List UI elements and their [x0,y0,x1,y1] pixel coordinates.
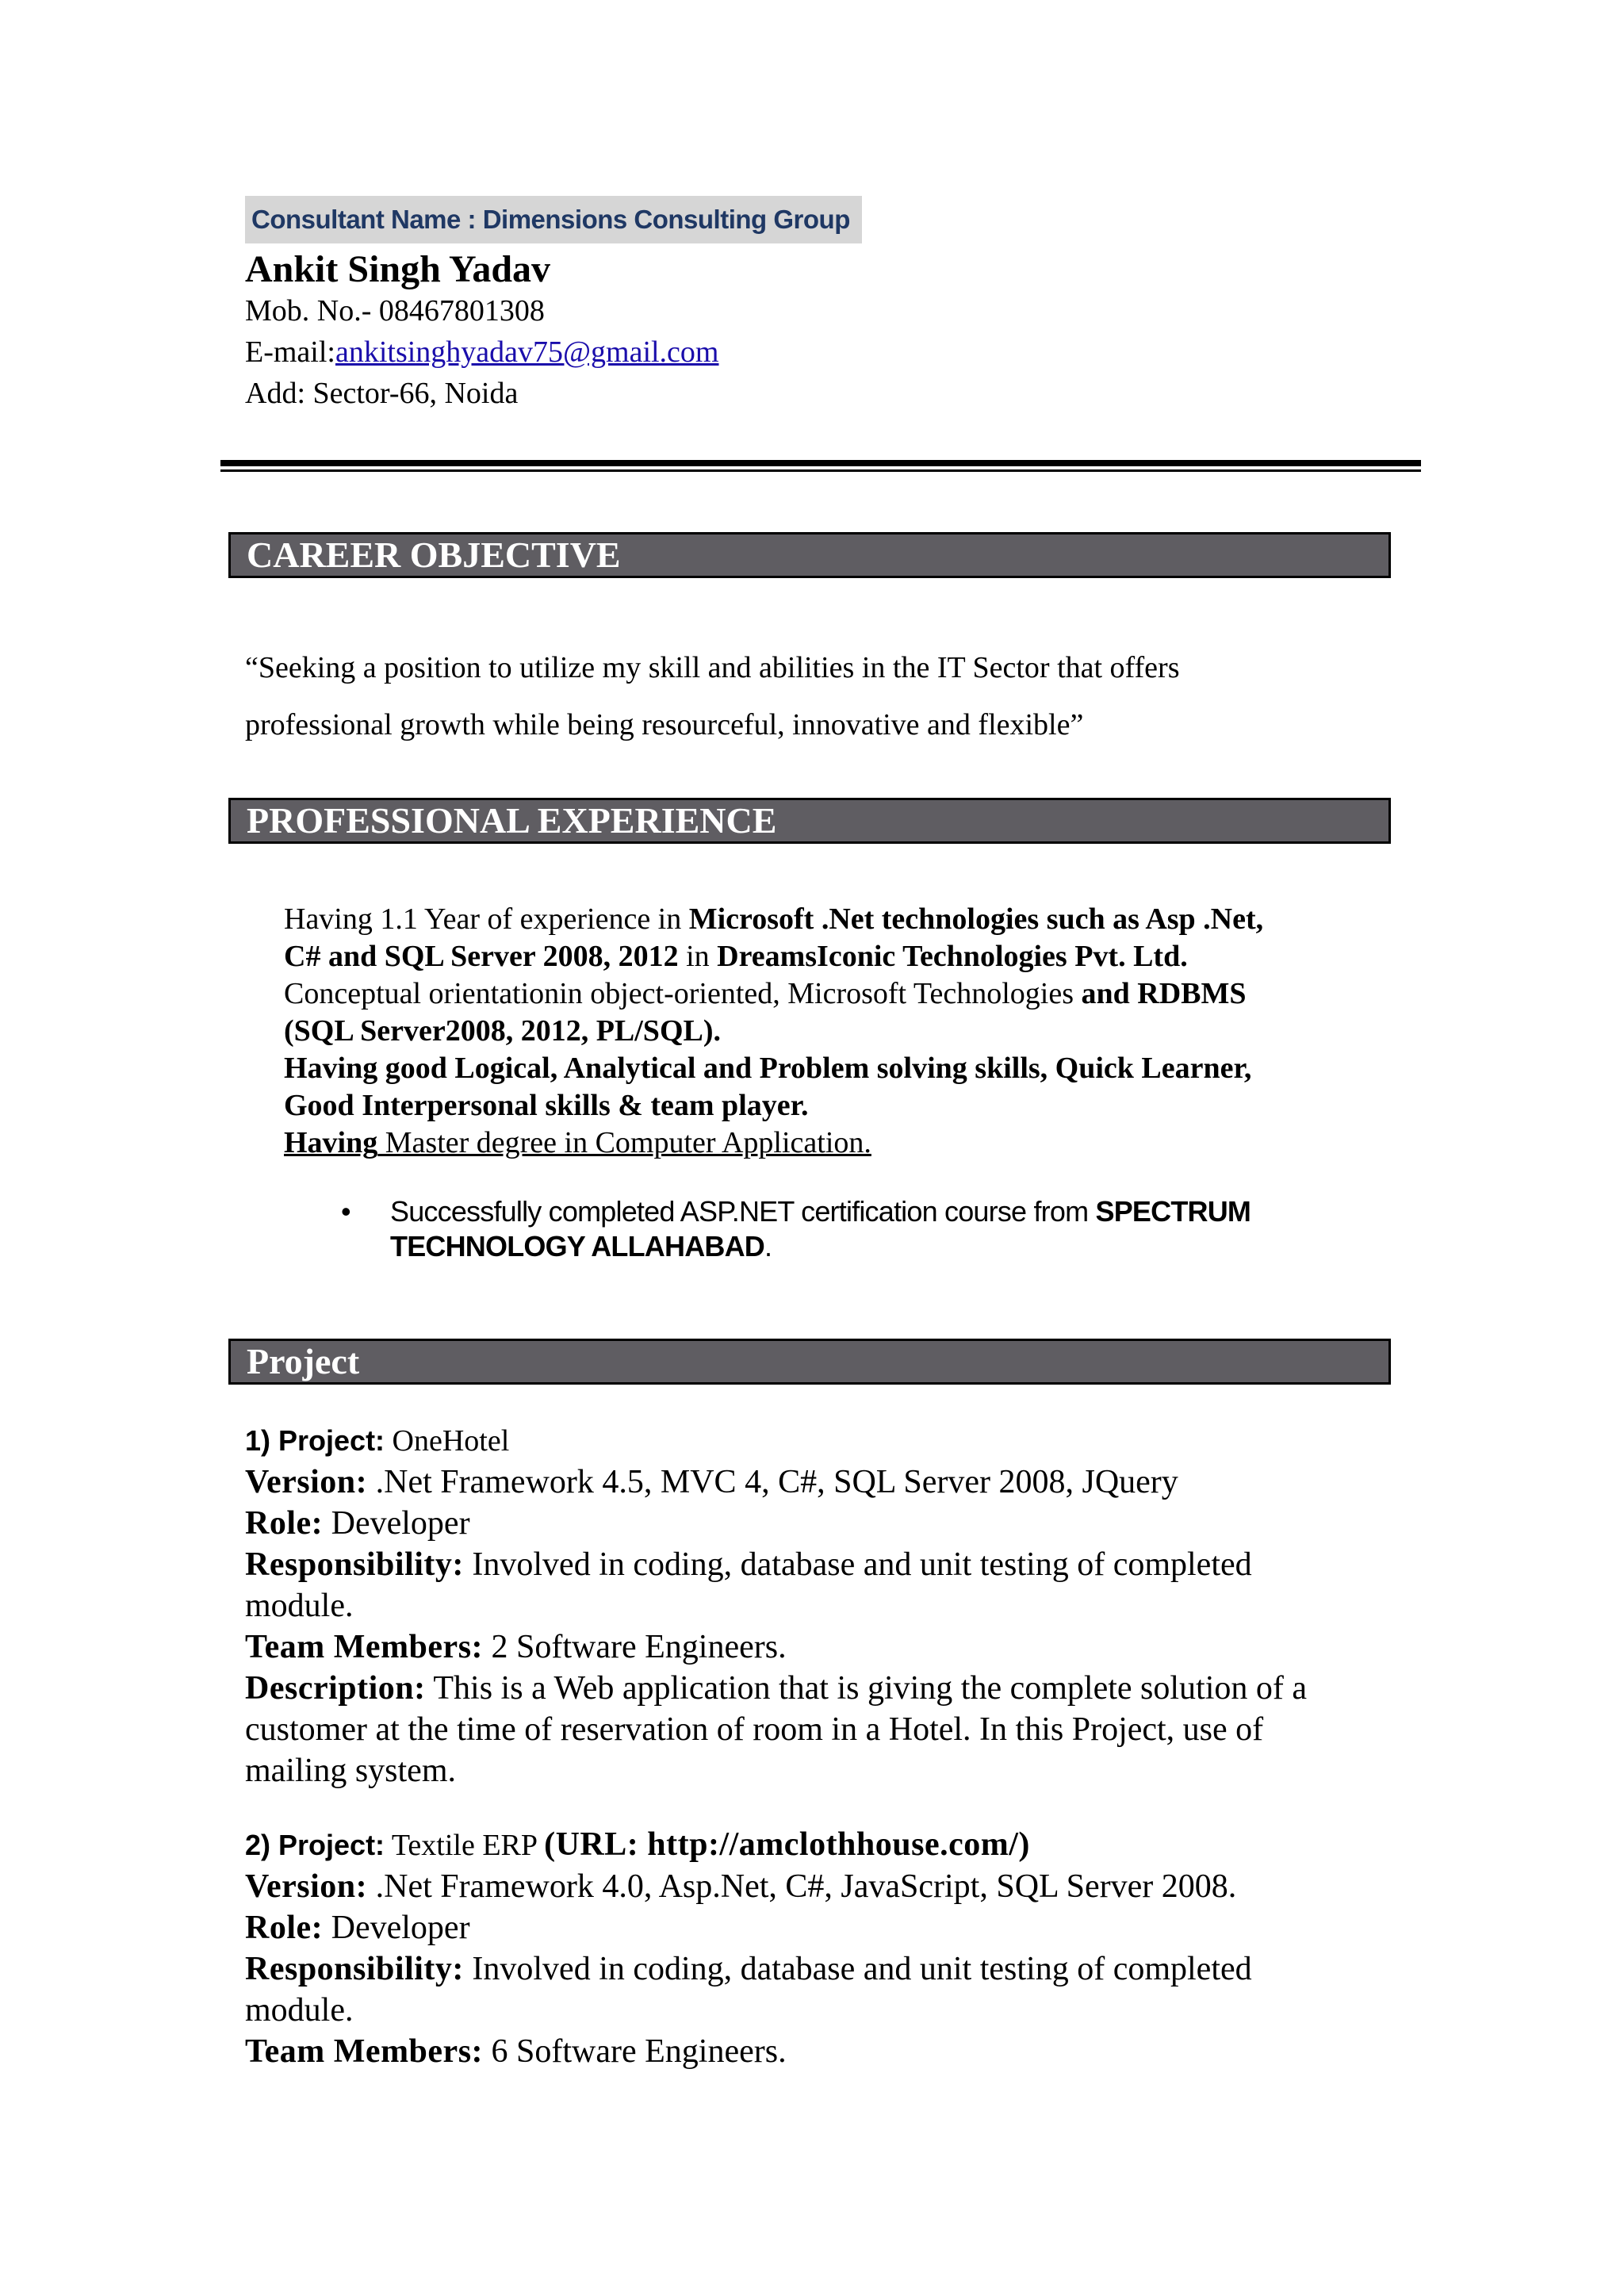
responsibility-value: Involved in coding, database and unit testing of completed [463,1951,1252,1987]
team-value: 6 Software Engineers. [483,2033,787,2070]
project-1-responsibility-cont: module. [245,1588,354,1624]
experience-text: in [678,940,718,973]
project-1-team [245,1626,1403,1668]
experience-skills: Having good Logical, Analytical and Problem solving skills, Quick Learner, [284,1052,1252,1085]
experience-line-2 [284,938,1378,975]
experience-highlight: and RDBMS [1081,977,1247,1010]
responsibility-label: Responsibility: [245,1951,464,1987]
certification-institute: SPECTRUM TECHNOLOGY ALLAHABAD [390,1195,1251,1262]
project-name: Textile ERP [385,1829,545,1862]
project-2-version [245,1866,1403,1907]
experience-highlight: (SQL Server2008, 2012, PL/SQL). [284,1014,721,1048]
experience-text: Conceptual orientationin object-oriented, Microsoft Technologies [284,977,1082,1010]
experience-text: Having 1.1 Year of experience in [284,902,689,936]
team-value: 2 Software Engineers. [483,1629,787,1665]
certification-item [390,1194,1397,1264]
objective-text [245,639,1376,696]
candidate-name: Ankit Singh Yadav [245,248,551,290]
project-2-responsibility [245,1948,1403,1990]
project-1-description-cont: customer at the time of reservation of room in a Hotel. In this Project, use of [245,1711,1264,1748]
project-1-description-cont-2: mailing system. [245,1753,456,1789]
section-career-objective: CAREER OBJECTIVE [228,532,1391,578]
experience-line-5 [284,1050,1378,1087]
experience-degree: Master degree in Computer Application. [377,1126,871,1159]
team-label: Team Members: [245,1629,484,1665]
description-value: This is a Web application that is giving the complete solution of a [425,1670,1308,1707]
consultant-name: Consultant Name : Dimensions Consulting Group [245,196,862,243]
mobile-number: Mob. No.- 08467801308 [245,294,545,328]
experience-line-6 [284,1087,1378,1125]
project-name: OneHotel [385,1424,510,1458]
version-label: Version: [245,1464,368,1500]
role-label: Role: [245,1505,324,1542]
email-label: E-mail: [245,335,335,369]
section-project: Project [228,1339,1391,1385]
experience-highlight: C# and SQL Server 2008, 2012 [284,940,679,973]
bullet-icon: • [341,1195,351,1228]
description-label: Description: [245,1670,426,1707]
objective-line-2: professional growth while being resourceful, innovative and flexible” [245,708,1084,741]
section-professional-experience: PROFESSIONAL EXPERIENCE [228,798,1391,844]
role-value: Developer [323,1910,470,1946]
project-1-responsibility [245,1544,1403,1585]
project-url: (URL: http://amclothhouse.com/) [544,1826,1030,1863]
project-2-team [245,2031,1403,2072]
role-value: Developer [323,1505,470,1542]
project-label: 1) Project: [245,1424,385,1457]
header-divider [220,460,1421,466]
email-line [245,331,719,373]
objective-line-1: “Seeking a position to utilize my skill and abilities in the IT Sector that offers [245,651,1180,684]
version-label: Version: [245,1868,368,1905]
role-label: Role: [245,1910,324,1946]
address: Add: Sector-66, Noida [245,377,519,410]
experience-line-1 [284,901,1378,938]
experience-skills: Good Interpersonal skills & team player. [284,1089,809,1122]
version-value: .Net Framework 4.5, MVC 4, C#, SQL Server 2008, JQuery [367,1464,1178,1500]
certification-period: . [764,1230,772,1262]
experience-line-7 [284,1125,1378,1162]
project-label: 2) Project: [245,1829,385,1861]
email-link[interactable]: ankitsinghyadav75@gmail.com [335,335,719,369]
version-value: .Net Framework 4.0, Asp.Net, C#, JavaScript, SQL Server 2008. [367,1868,1237,1905]
header-divider-thin [220,469,1421,472]
experience-line-3 [284,975,1378,1013]
project-1-title [245,1420,1403,1462]
responsibility-value: Involved in coding, database and unit testing of completed [463,1546,1252,1583]
team-label: Team Members: [245,2033,484,2070]
responsibility-label: Responsibility: [245,1546,464,1583]
project-1-role [245,1503,1403,1544]
experience-company: DreamsIconic Technologies Pvt. Ltd. [717,940,1188,973]
project-1 [245,1420,1403,1791]
project-1-version [245,1462,1403,1503]
experience-line-4 [284,1013,1378,1050]
experience-summary [284,901,1378,1162]
project-2 [245,1824,1403,2072]
project-2-role [245,1907,1403,1948]
project-2-responsibility-cont: module. [245,1992,354,2029]
project-1-description [245,1668,1403,1709]
experience-highlight: Microsoft .Net technologies such as Asp .Net, [688,902,1264,936]
experience-highlight: Having [284,1126,378,1159]
certification-text: Successfully completed ASP.NET certification course from [390,1195,1096,1228]
project-2-title [245,1824,1403,1866]
